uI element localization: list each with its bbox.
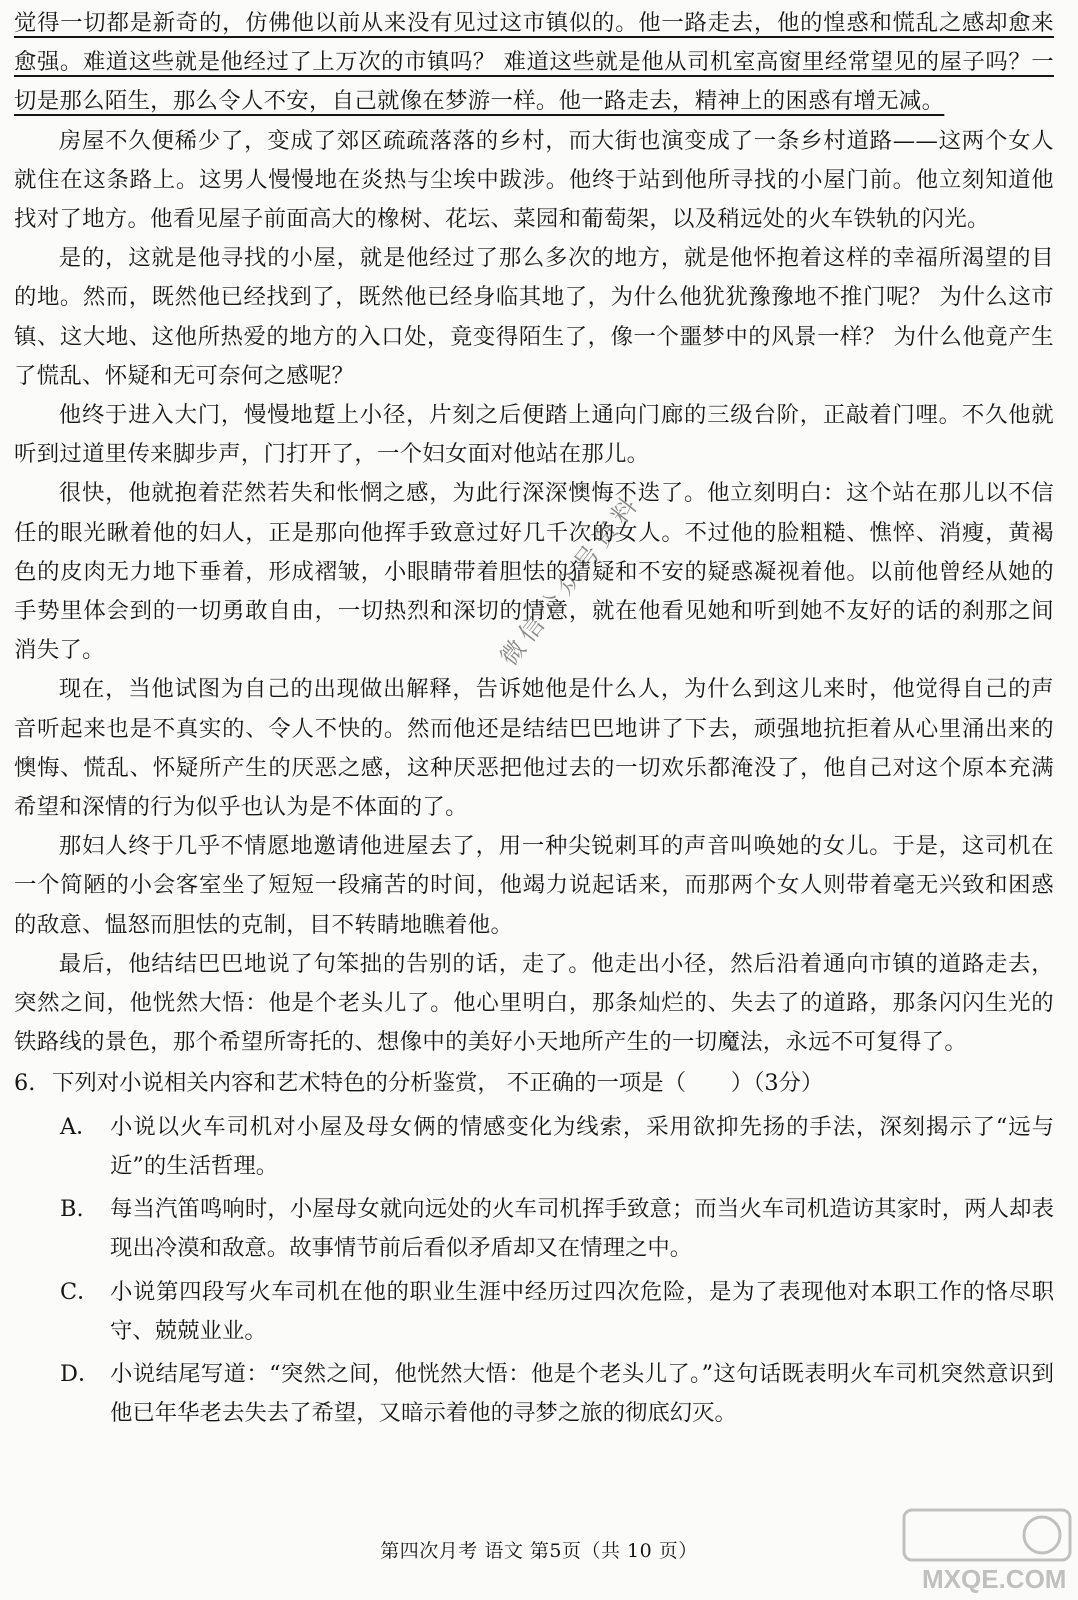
page-footer: 第四次月考 语文 第5页（共 10 页）	[380, 1540, 698, 1562]
question-6	[14, 1064, 1054, 1103]
logo-text: MXQE.COM	[922, 1564, 1067, 1594]
paragraph-6: 现在，当他试图为自己的出现做出解释，告诉她他是什么人，为什么到这儿来时，他觉得自己的声音听起来也是不真实的、令人不快的。然而他还是结结巴巴地讲了下去，顽强地抗拒着从心里涌出来的懊悔、慌乱、怀疑所产生的厌恶之感，这种厌恶把他过去的一切欢乐都淹没了，他自己对这个原本充满希望和深情的行为似乎也认为是不体面的了。	[14, 676, 1054, 821]
paragraph-4: 他终于进入大门，慢慢地踅上小径，片刻之后便踏上通向门廊的三级台阶，正敲着门哩。不久他就听到过道里传来脚步声，门打开了，一个妇女面对他站在那儿。	[14, 402, 1054, 468]
option-c	[60, 1273, 1054, 1351]
paragraph-1: 觉得一切都是新奇的，仿佛他以前从来没有见过这市镇似的。他一路走去，他的惶惑和慌乱之感却愈来愈强。难道这些就是他经过了上万次的市镇吗？ 难道这些就是他从司机室高窗里经常望见的屋子吗？一切是那么陌生，那么令人不安，自己就像在梦游一样。他一路走去，精神上的困惑有增无减。	[14, 10, 1054, 115]
option-letter: D．	[60, 1360, 101, 1387]
option-letter: A．	[60, 1113, 99, 1140]
paragraph-3: 是的，这就是他寻找的小屋，就是他经过了那么多次的地方，就是他怀抱着这样的幸福所渴望的目的地。然而，既然他已经找到了，既然他已经身临其地了，为什么他犹犹豫豫地不推门呢？ 为什么这市镇、这大地、这他所热爱的地方的入口处，竟变得陌生了，像一个噩梦中的风景一样？ 为什么他竟产生了慌乱、怀疑和无可奈何之感呢？	[14, 245, 1054, 389]
site-logo-watermark	[902, 1508, 1072, 1594]
option-text: 小说第四段写火车司机在他的职业生涯中经历过四次危险，是为了表现他对本职工作的恪尽职守、兢兢业业。	[110, 1278, 1054, 1344]
question-stem: 下列对小说相关内容和艺术特色的分析鉴赏， 不正确的一项是（ ）（3分）	[52, 1070, 824, 1097]
option-d	[60, 1355, 1054, 1433]
option-text: 小说结尾写道：“突然之间，他恍然大悟：他是个老头儿了。”这句话既表明火车司机突然意识到他已年华老去失去了希望，又暗示着他的寻梦之旅的彻底幻灭。	[110, 1360, 1054, 1427]
option-letter: C．	[60, 1278, 100, 1305]
paragraph-7: 那妇人终于几乎不情愿地邀请他进屋去了，用一种尖锐刺耳的声音叫唤她的女儿。于是，这司机在一个简陋的小会客室坐了短短一段痛苦的时间，他竭力说起话来，而那两个女人则带着毫无兴致和困惑的敌意、愠怒而胆怯的克制，目不转睛地瞧着他。	[14, 833, 1054, 938]
diagonal-watermark: 微信公众号资料	[494, 488, 647, 671]
paragraph-5: 很快，他就抱着茫然若失和怅惘之感，为此行深深懊悔不迭了。他立刻明白：这个站在那儿以不信任的眼光瞅着他的妇人，正是那向他挥手致意过好几千次的女人。不过他的脸粗糙、憔悴、消瘦，黄褐色的皮肉无力地下垂着，形成褶皱，小眼睛带着胆怯的猜疑和不安的疑惑凝视着他。以前他曾经从她的手势里体会到的一切勇敢自由，一切热烈和深切的情意，就在他看见她和听到她不友好的话的刹那之间消失了。	[14, 480, 1054, 664]
option-text: 小说以火车司机对小屋及母女俩的情感变化为线索，采用欲抑先扬的手法，深刻揭示了“远与近”的生活哲理。	[110, 1113, 1054, 1179]
exam-page	[14, 4, 1054, 1433]
passage	[14, 4, 1054, 1062]
option-letter: B.	[60, 1196, 84, 1223]
paragraph-2: 房屋不久便稀少了，变成了郊区疏疏落落的乡村，而大街也演变成了一条乡村道路——这两个女人就住在这条路上。这男人慢慢地在炎热与尘埃中跋涉。他终于站到他所寻找的小屋门前。他立刻知道他找对了地方。他看见屋子前面高大的橡树、花坛、菜园和葡萄架，以及稍远处的火车铁轨的闪光。	[14, 127, 1054, 233]
option-b	[60, 1190, 1054, 1268]
option-text: 每当汽笛鸣响时，小屋母女就向远处的火车司机挥手致意；而当火车司机造访其家时，两人却表现出冷漠和敌意。故事情节前后看似矛盾却又在情理之中。	[110, 1196, 1054, 1262]
paragraph-8: 最后，他结结巴巴地说了句笨拙的告别的话，走了。他走出小径，然后沿着通向市镇的道路走去，突然之间，他恍然大悟：他是个老头儿了。他心里明白，那条灿烂的、失去了的道路，那条闪闪生光的铁路线的景色，那个希望所寄托的、想像中的美好小天地所产生的一切魔法，永远不可复得了。	[14, 950, 1054, 1056]
question-number: 6.	[14, 1070, 36, 1097]
option-a	[60, 1108, 1054, 1186]
